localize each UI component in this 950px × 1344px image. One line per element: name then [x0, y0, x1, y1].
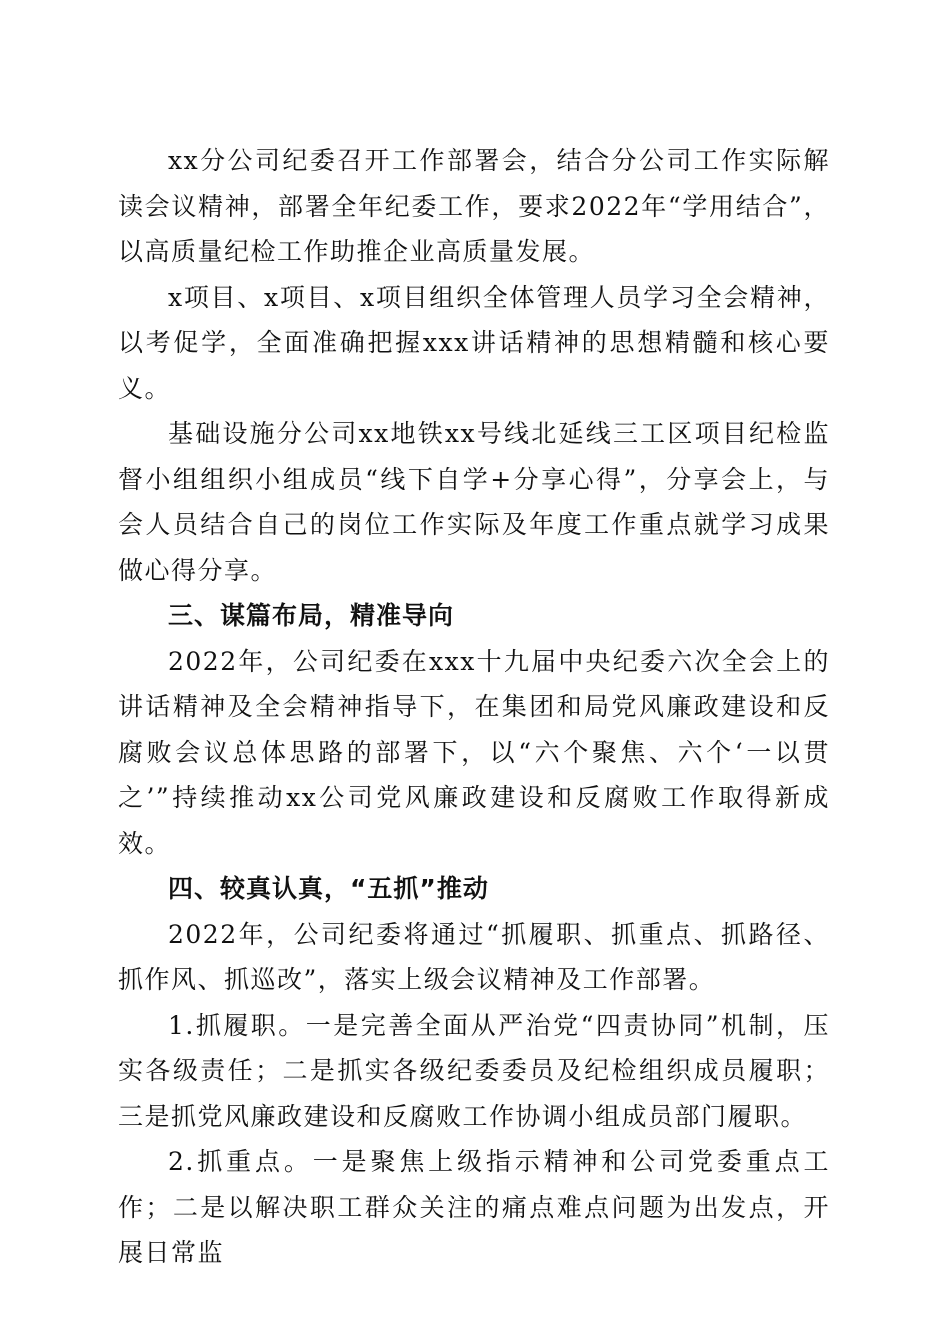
- paragraph-project-study: x项目、x项目、x项目组织全体管理人员学习全会精神，以考促学，全面准确把握xxx讲话精神的思想精髓和核心要义。: [118, 282, 830, 403]
- paragraph-section-4-intro: 2022年，公司纪委将通过“抓履职、抓重点、抓路径、抓作风、抓巡改”，落实上级会议精神及工作部署。: [118, 919, 830, 994]
- paragraph-item-2: 2.抓重点。一是聚焦上级指示精神和公司党委重点工作；二是以解决职工群众关注的痛点难点问题为出发点，开展日常监: [118, 1147, 830, 1267]
- document-page: [118, 138, 830, 1276]
- section-heading-4: 四、较真认真，“五抓”推动: [168, 874, 489, 903]
- paragraph-item-1: 1.抓履职。一是完善全面从严治党“四责协同”机制，压实各级责任；二是抓实各级纪委委员及纪检组织成员履职；三是抓党风廉政建设和反腐败工作协调小组成员部门履职。: [118, 1010, 830, 1131]
- paragraph-branch-meeting: xx分公司纪委召开工作部署会，结合分公司工作实际解读会议精神，部署全年纪委工作，要求2022年“学用结合”，以高质量纪检工作助推企业高质量发展。: [118, 146, 830, 266]
- paragraph-section-3: 2022年，公司纪委在xxx十九届中央纪委六次全会上的讲话精神及全会精神指导下，在集团和局党风廉政建设和反腐败会议总体思路的部署下，以“六个聚焦、六个‘一以贯之’”持续推动xx公司党风廉政建设和反腐败工作取得新成效。: [118, 646, 830, 858]
- paragraph-metro-team: 基础设施分公司xx地铁xx号线北延线三工区项目纪检监督小组组织小组成员“线下自学+分享心得”，分享会上，与会人员结合自己的岗位工作实际及年度工作重点就学习成果做心得分享。: [118, 419, 830, 585]
- section-heading-3: 三、谋篇布局，精准导向: [168, 601, 455, 630]
